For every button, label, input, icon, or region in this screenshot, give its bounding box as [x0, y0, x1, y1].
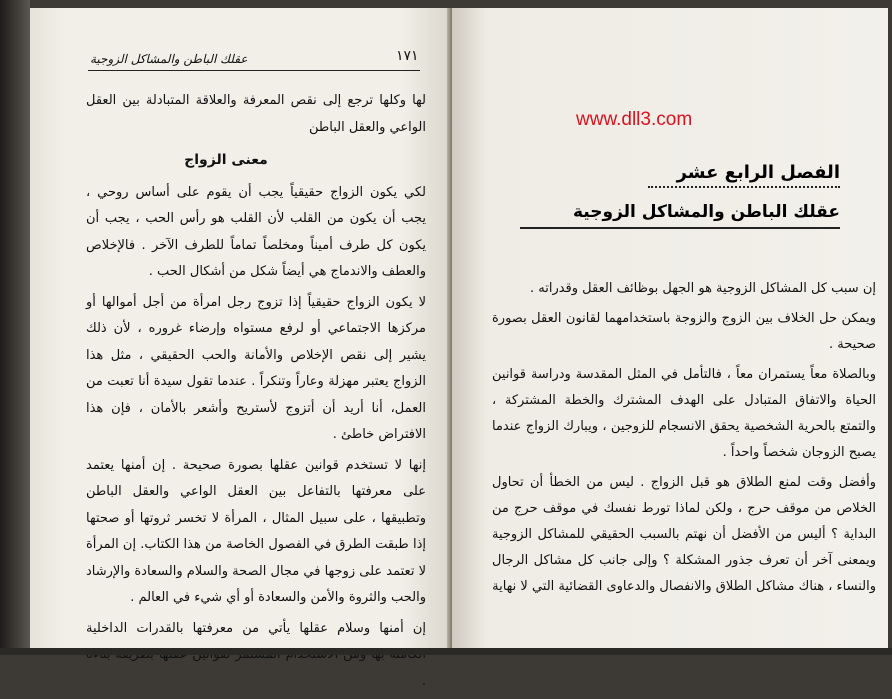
subheading: معنى الزواج — [184, 152, 268, 168]
paragraph: إن سبب كل المشاكل الزوجية هو الجهل بوظائف العقل وقدراته . — [529, 281, 876, 296]
chapter-rule-dotted — [648, 186, 840, 188]
paragraph: إنها لا تستخدم قوانين عقلها بصورة صحيحة . إن أمنها يعتمد على معرفتها بالتفاعل بين العقل الواعي والعقل الباطن وتطبيقها ، على سبيل المثال ، المرأة لا تخسر ثروتها أو صحتها إذا طبقت الطرق في الفصول الخاصة من هذا الكتاب. إن المرأة لا تعتمد على زوجها في مجال الصحة والسلام والسعادة والإرشاد والحب والثروة والأمن والسعادة أو أي شيء في العالم . — [86, 457, 426, 605]
paragraph: لا يكون الزواج حقيقياً إذا تزوج رجل امرأة من أجل أموالها أو مركزها الاجتماعي أو لرفع مستواه وإرضاء غروره ، لأن ذلك يشير إلى نقص الإخلاص والأمانة والحب الحقيقي ، مثل هذا الزواج يعتبر مهزلة وعاراً وتنكراً . عندما تقول سيدة أنا تعبت من العمل، أنا أريد أن أتزوج لأستريح وأشعر بالأمان ، فإن هذا الافتراض خاطئ . — [86, 294, 426, 442]
paragraph: ويمكن حل الخلاف بين الزوج والزوجة باستخدامهما لقانون العقل بصورة صحيحة . — [492, 311, 876, 352]
right-page — [452, 8, 888, 650]
chapter-title: عقلك الباطن والمشاكل الزوجية — [573, 202, 840, 222]
intro-paragraph: لها وكلها ترجع إلى نقص المعرفة والعلاقة المتبادلة بين العقل الواعي والعقل الباطن — [86, 93, 426, 135]
paragraph: وأفضل وقت لمنع الطلاق هو قبل الزواج . ليس من الخطأ أن تحاول الخلاص من موقف حرج ، ولكن لماذا تورط نفسك في موقف حرج من البداية ؟ أليس من الأفضل أن نهتم بالسبب الحقيقي للمشاكل الزوجية ويمعنى آخر أن تعرف جذور المشكلة ؟ وإلى جانب كل مشاكل الرجال والنساء ، هناك مشاكل الطلاق والانفصال والدعاوى القضائية التي لا نهاية — [492, 475, 876, 594]
background-bottom — [0, 648, 892, 655]
paragraph: لكي يكون الزواج حقيقياً يجب أن يقوم على أساس روحي ، يجب أن يكون من القلب لأن القلب هو رأس الحب ، يجب أن يكون كل طرف أميناً ومخلصاً تماماً للطرف الآخر . فالإخلاص والعطف والاندماج هي أيضاً شكل من أشكال الحب . — [86, 184, 426, 279]
right-body — [492, 276, 876, 604]
background-edge — [0, 0, 30, 655]
page-number: ١٧١ — [396, 48, 419, 64]
left-body — [86, 88, 426, 699]
watermark-link[interactable]: www.dll3.com — [576, 109, 693, 130]
chapter-rule — [520, 227, 840, 229]
running-title: عقلك الباطن والمشاكل الزوجية — [90, 52, 248, 66]
header-rule — [88, 70, 420, 71]
paragraph: وبالصلاة معاً يستمران معاً ، فالتأمل في المثل المقدسة ودراسة قوانين الحياة والاتفاق المتبادل على الهدف المشترك والخطة المشتركة ، والتمتع بالحرية الشخصية يحقق الانسجام للزوجين ، ويبارك الزواج عندما يصبح الزوجان شخصاً واحداً . — [492, 367, 876, 460]
paragraph: إن أمنها وسلام عقلها يأتي من معرفتها بالقدرات الداخلية . — [86, 620, 426, 689]
chapter-number: الفصل الرابع عشر — [676, 162, 840, 183]
left-page — [30, 8, 452, 689]
